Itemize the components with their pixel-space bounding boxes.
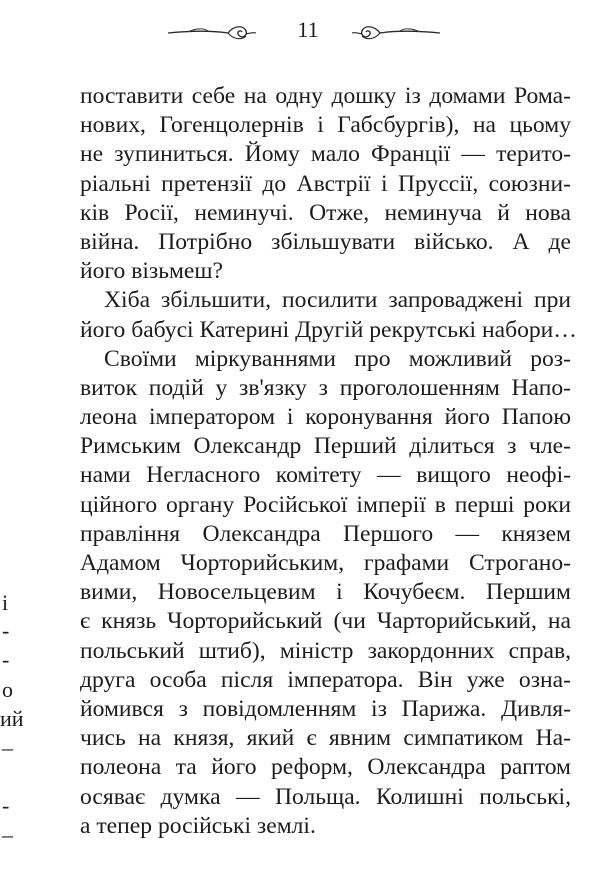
text-line: йомився з повідомленням із Парижа. Дивля- — [80, 695, 571, 722]
text-line: друга особа після імператора. Він уже озна- — [80, 666, 571, 693]
scroll-flourish-icon — [352, 22, 440, 48]
page-header — [0, 10, 606, 54]
text-line: не зупиниться. Йому мало Франції — терито- — [80, 141, 571, 168]
text-line: чись на князя, який є явним симпатиком На- — [80, 725, 571, 752]
text-line: Хіба збільшити, посилити запроваджені при — [104, 287, 571, 314]
text-line: Римським Олександр Перший ділиться з чле- — [80, 433, 571, 460]
page-number: 11 — [297, 17, 319, 42]
bleed-fragment: - — [2, 618, 10, 643]
text-line: правління Олександра Першого — князем — [80, 520, 571, 547]
bleed-fragment: – — [2, 822, 13, 847]
text-line: його візьмеш? — [80, 258, 224, 285]
text-line: вими, Новосельцевим і Кочубеєм. Першим — [80, 579, 571, 606]
text-line: нових, Гогенцолернів і Габсбургів), на цьому — [80, 112, 571, 139]
bleed-fragment: о — [2, 677, 13, 702]
text-line: польський штиб), міністр закордонних справ, — [80, 637, 571, 664]
text-line: нами Негласного комітету — вищого неофі- — [80, 462, 571, 489]
bleed-fragment: і — [2, 590, 9, 615]
text-line: а тепер російські землі. — [80, 812, 316, 839]
text-line: осяває думка — Польща. Колишні польські, — [80, 783, 571, 810]
body-text — [80, 82, 577, 841]
paragraph — [80, 345, 571, 841]
text-line: ріальні претензії до Австрії і Пруссії, союзни- — [80, 170, 571, 197]
bleed-fragment: – — [2, 735, 13, 760]
facing-page-bleed — [0, 0, 24, 887]
text-line: ційного органу Російської імперії в перші роки — [80, 491, 571, 518]
text-line: леона імператором і коронування його Папою — [80, 404, 571, 431]
text-line: війна. Потрібно збільшувати військо. А де — [80, 228, 571, 255]
paragraph — [80, 82, 571, 286]
text-line: його бабусі Катерині Другій рекрутські набори… — [80, 316, 577, 343]
text-line: Своїми міркуваннями про можливий роз- — [104, 345, 571, 372]
text-line: є князь Чорторийський (чи Чарторийський, на — [80, 608, 571, 635]
text-line: поставити себе на одну дошку із домами Рома- — [80, 83, 571, 109]
text-line: ків Росії, неминучі. Отже, неминуча й нова — [80, 199, 571, 226]
bleed-fragment: ий — [0, 706, 24, 731]
scroll-flourish-icon — [168, 22, 256, 48]
text-line: виток подій у зв'язку з проголошенням Напо- — [80, 374, 571, 401]
bleed-fragment: - — [2, 647, 10, 672]
bleed-fragment: - — [2, 793, 10, 818]
text-line: Адамом Чорторийським, графами Строгано- — [80, 550, 571, 576]
text-line: полеона та його реформ, Олександра раптом — [80, 754, 571, 781]
paragraph — [80, 286, 577, 344]
